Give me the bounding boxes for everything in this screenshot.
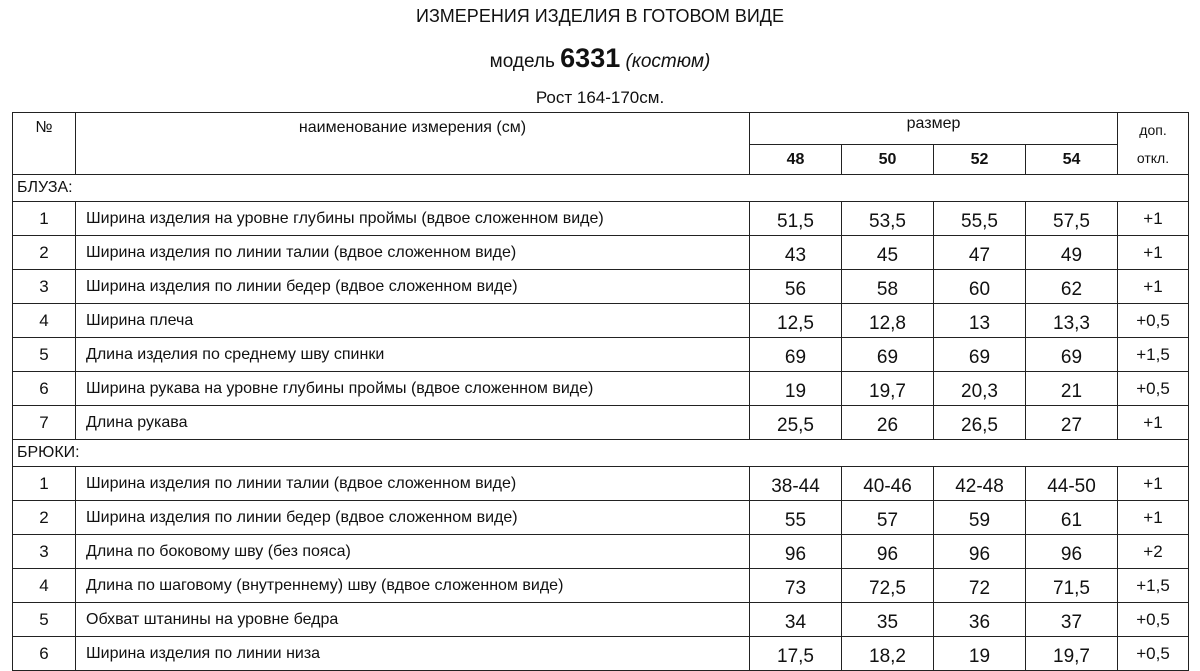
tolerance-label-line-2: откл. <box>1136 149 1170 166</box>
size-value: 35 <box>842 603 934 637</box>
tolerance-label-line-1: доп. <box>1139 121 1167 138</box>
size-value: 34 <box>750 603 842 637</box>
size-value: 96 <box>934 535 1026 569</box>
size-value: 96 <box>842 535 934 569</box>
table-row <box>13 202 1189 236</box>
tolerance-value: +0,5 <box>1118 372 1189 406</box>
tolerance-value: +1 <box>1118 467 1189 501</box>
table-row <box>13 501 1189 535</box>
table-row <box>13 637 1189 671</box>
size-value: 61 <box>1026 501 1118 535</box>
section-row <box>13 175 1189 202</box>
column-header-number: № <box>13 113 76 175</box>
size-value: 96 <box>750 535 842 569</box>
tolerance-value: +1,5 <box>1118 569 1189 603</box>
size-value: 21 <box>1026 372 1118 406</box>
measurement-name: Длина по боковому шву (без пояса) <box>76 535 750 569</box>
size-value: 59 <box>934 501 1026 535</box>
size-value: 62 <box>1026 270 1118 304</box>
column-header-name: наименование измерения (см) <box>76 113 750 175</box>
size-value: 26 <box>842 406 934 440</box>
measurement-name: Ширина рукава на уровне глубины проймы (вдвое сложенном виде) <box>76 372 750 406</box>
table-row <box>13 304 1189 338</box>
size-value: 19,7 <box>842 372 934 406</box>
row-number: 3 <box>13 535 76 569</box>
size-value: 37 <box>1026 603 1118 637</box>
measurements-body <box>13 175 1189 671</box>
row-number: 6 <box>13 637 76 671</box>
tolerance-value: +2 <box>1118 535 1189 569</box>
size-value: 72,5 <box>842 569 934 603</box>
size-value: 73 <box>750 569 842 603</box>
size-value: 25,5 <box>750 406 842 440</box>
size-value: 71,5 <box>1026 569 1118 603</box>
document-title: ИЗМЕРЕНИЯ ИЗДЕЛИЯ В ГОТОВОМ ВИДЕ <box>416 6 784 26</box>
size-value: 20,3 <box>934 372 1026 406</box>
table-row <box>13 467 1189 501</box>
tolerance-value: +1,5 <box>1118 338 1189 372</box>
size-value: 69 <box>934 338 1026 372</box>
measurement-name: Ширина плеча <box>76 304 750 338</box>
size-value: 51,5 <box>750 202 842 236</box>
row-number: 5 <box>13 338 76 372</box>
table-row <box>13 406 1189 440</box>
size-value: 42-48 <box>934 467 1026 501</box>
row-number: 2 <box>13 236 76 270</box>
size-value: 43 <box>750 236 842 270</box>
size-value: 19 <box>934 637 1026 671</box>
size-value: 55,5 <box>934 202 1026 236</box>
row-number: 7 <box>13 406 76 440</box>
size-value: 26,5 <box>934 406 1026 440</box>
column-header-tolerance <box>1118 113 1189 175</box>
row-number: 1 <box>13 202 76 236</box>
model-line <box>0 38 1200 82</box>
table-row <box>13 270 1189 304</box>
size-value: 36 <box>934 603 1026 637</box>
tolerance-value: +1 <box>1118 202 1189 236</box>
table-row <box>13 569 1189 603</box>
size-value: 12,5 <box>750 304 842 338</box>
size-value: 19,7 <box>1026 637 1118 671</box>
measurement-name: Длина по шаговому (внутреннему) шву (вдвое сложенном виде) <box>76 569 750 603</box>
size-value: 13 <box>934 304 1026 338</box>
size-value: 44-50 <box>1026 467 1118 501</box>
size-value: 96 <box>1026 535 1118 569</box>
model-type: (костюм) <box>625 51 711 72</box>
size-value: 13,3 <box>1026 304 1118 338</box>
measurement-name: Длина изделия по среднему шву спинки <box>76 338 750 372</box>
size-value: 69 <box>1026 338 1118 372</box>
size-value: 69 <box>750 338 842 372</box>
model-prefix: модель <box>489 51 555 72</box>
tolerance-value: +1 <box>1118 270 1189 304</box>
tolerance-value: +1 <box>1118 236 1189 270</box>
size-value: 47 <box>934 236 1026 270</box>
table-row <box>13 603 1189 637</box>
size-value: 69 <box>842 338 934 372</box>
size-value: 60 <box>934 270 1026 304</box>
measurement-name: Длина рукава <box>76 406 750 440</box>
size-value: 72 <box>934 569 1026 603</box>
row-number: 2 <box>13 501 76 535</box>
model-number: 6331 <box>560 43 621 73</box>
row-number: 6 <box>13 372 76 406</box>
size-value: 58 <box>842 270 934 304</box>
tolerance-value: +0,5 <box>1118 637 1189 671</box>
row-number: 3 <box>13 270 76 304</box>
size-value: 17,5 <box>750 637 842 671</box>
size-value: 18,2 <box>842 637 934 671</box>
tolerance-value: +1 <box>1118 406 1189 440</box>
size-value: 45 <box>842 236 934 270</box>
table-row <box>13 338 1189 372</box>
row-number: 5 <box>13 603 76 637</box>
size-value: 38-44 <box>750 467 842 501</box>
section-row <box>13 440 1189 467</box>
size-header: 52 <box>934 145 1026 175</box>
size-header: 50 <box>842 145 934 175</box>
section-title: БРЮКИ: <box>13 440 1189 467</box>
measurement-name: Ширина изделия по линии бедер (вдвое сложенном виде) <box>76 270 750 304</box>
size-value: 12,8 <box>842 304 934 338</box>
measurement-name: Обхват штанины на уровне бедра <box>76 603 750 637</box>
row-number: 1 <box>13 467 76 501</box>
size-header: 48 <box>750 145 842 175</box>
measurement-name: Ширина изделия по линии талии (вдвое сложенном виде) <box>76 236 750 270</box>
size-value: 57,5 <box>1026 202 1118 236</box>
measurement-name: Ширина изделия по линии талии (вдвое сложенном виде) <box>76 467 750 501</box>
size-value: 40-46 <box>842 467 934 501</box>
size-value: 27 <box>1026 406 1118 440</box>
column-header-size: размер <box>750 113 1118 145</box>
row-number: 4 <box>13 569 76 603</box>
row-number: 4 <box>13 304 76 338</box>
size-value: 49 <box>1026 236 1118 270</box>
measurement-name: Ширина изделия на уровне глубины проймы (вдвое сложенном виде) <box>76 202 750 236</box>
size-value: 57 <box>842 501 934 535</box>
size-value: 19 <box>750 372 842 406</box>
section-title: БЛУЗА: <box>13 175 1189 202</box>
measurement-name: Ширина изделия по линии низа <box>76 637 750 671</box>
measurements-table <box>12 112 1189 671</box>
measurement-name: Ширина изделия по линии бедер (вдвое сложенном виде) <box>76 501 750 535</box>
table-row <box>13 372 1189 406</box>
table-row <box>13 535 1189 569</box>
table-row <box>13 236 1189 270</box>
tolerance-value: +0,5 <box>1118 603 1189 637</box>
tolerance-value: +1 <box>1118 501 1189 535</box>
size-value: 55 <box>750 501 842 535</box>
size-value: 56 <box>750 270 842 304</box>
height-range: Рост 164-170см. <box>535 88 665 107</box>
size-value: 53,5 <box>842 202 934 236</box>
size-header: 54 <box>1026 145 1118 175</box>
tolerance-value: +0,5 <box>1118 304 1189 338</box>
